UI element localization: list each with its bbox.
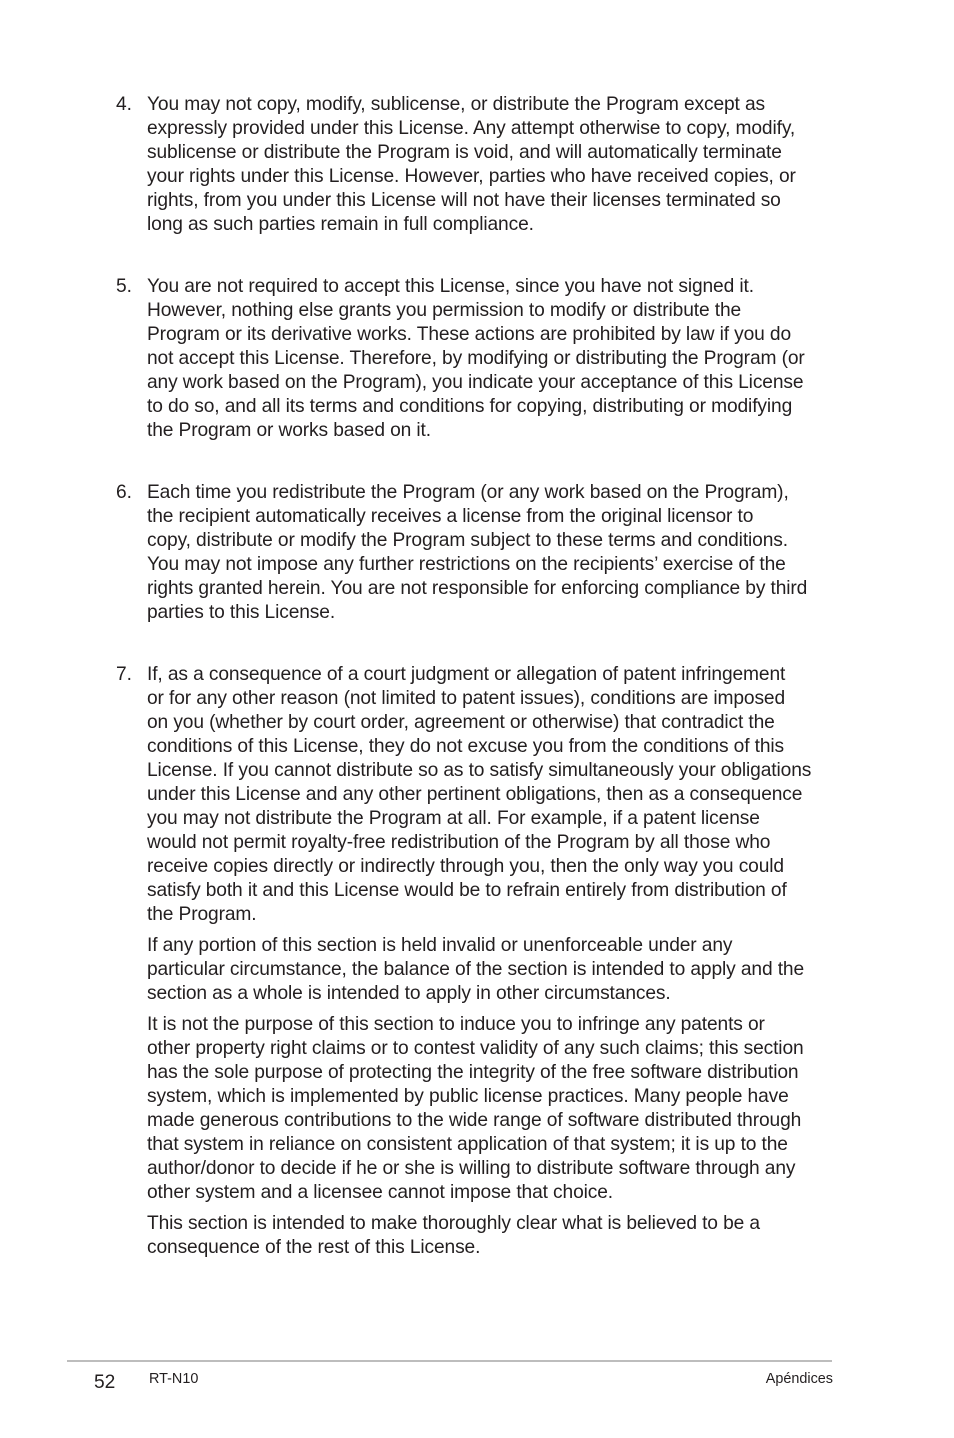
clause-paragraph: This section is intended to make thoroughly clear what is believed to be a consequence of the rest of this License.	[147, 1213, 760, 1258]
footer-divider	[67, 1360, 832, 1362]
clause-body	[147, 275, 837, 443]
license-text	[0, 93, 954, 1298]
clause-body	[147, 481, 837, 625]
clause-paragraph: It is not the purpose of this section to induce you to infringe any patents or other property right claims or to contest validity of any such claims; this section has the sole purpose of protecting the integrity of the free software distribution system, which is implemented by public license practices. Many people have made generous contributions to the wide range of software distributed through that system in reliance on consistent application of that system; it is up to the author/donor to decide if he or she is willing to distribute software through any other system and a licensee cannot impose that choice.	[147, 1014, 804, 1203]
footer-model-name: RT-N10	[149, 1371, 199, 1387]
clause-body	[147, 663, 837, 1260]
license-clause-6	[0, 481, 954, 625]
clause-number: 6.	[116, 482, 133, 503]
clause-paragraph: If any portion of this section is held invalid or unenforceable under any particular circumstance, the balance of the section is intended to apply and the section as a whole is intended to apply in other circumstances.	[147, 935, 805, 1004]
page-number: 52	[94, 1372, 116, 1393]
clause-number: 5.	[116, 276, 133, 297]
license-clause-7	[0, 663, 954, 1260]
clause-paragraph: You are not required to accept this License, since you have not signed it. However, nothing else grants you permission to modify or distribute the Program or its derivative works. These actions are prohibited by law if you do not accept this License. Therefore, by modifying or distributing the Program (or any work based on the Program), you indicate your acceptance of this License to do so, and all its terms and conditions for copying, distributing or modifying the Program or works based on it.	[147, 276, 805, 441]
clause-paragraph: If, as a consequence of a court judgment or allegation of patent infringement or for any other reason (not limited to patent issues), conditions are imposed on you (whether by court order, agreement or otherwise) that contradict the conditions of this License, they do not excuse you from the conditions of this License. If you cannot distribute so as to satisfy simultaneously your obligations under this License and any other pertinent obligations, then as a consequence you may not distribute the Program at all. For example, if a patent license would not permit royalty-free redistribution of the Program by all those who receive copies directly or indirectly through you, then the only way you could satisfy both it and this License would be to refrain entirely from distribution of the Program.	[147, 664, 812, 925]
clause-paragraph: You may not copy, modify, sublicense, or distribute the Program except as expressly provided under this License. Any attempt otherwise to copy, modify, sublicense or distribute the Program is void, and will automatically terminate your rights under this License. However, parties who have received copies, or rights, from you under this License will not have their licenses terminated so long as such parties remain in full compliance.	[147, 94, 796, 235]
clause-body	[147, 93, 837, 237]
clause-paragraph: Each time you redistribute the Program (or any work based on the Program), the recipient automatically receives a license from the original licensor to copy, distribute or modify the Program subject to these terms and conditions. You may not impose any further restrictions on the recipients’ exercise of the rights granted herein. You are not responsible for enforcing compliance by third parties to this License.	[147, 482, 808, 623]
license-clause-5	[0, 275, 954, 443]
license-clause-4	[0, 93, 954, 237]
clause-number: 7.	[116, 664, 133, 685]
footer-section-title: Apéndices	[765, 1371, 833, 1387]
clause-number: 4.	[116, 94, 133, 115]
